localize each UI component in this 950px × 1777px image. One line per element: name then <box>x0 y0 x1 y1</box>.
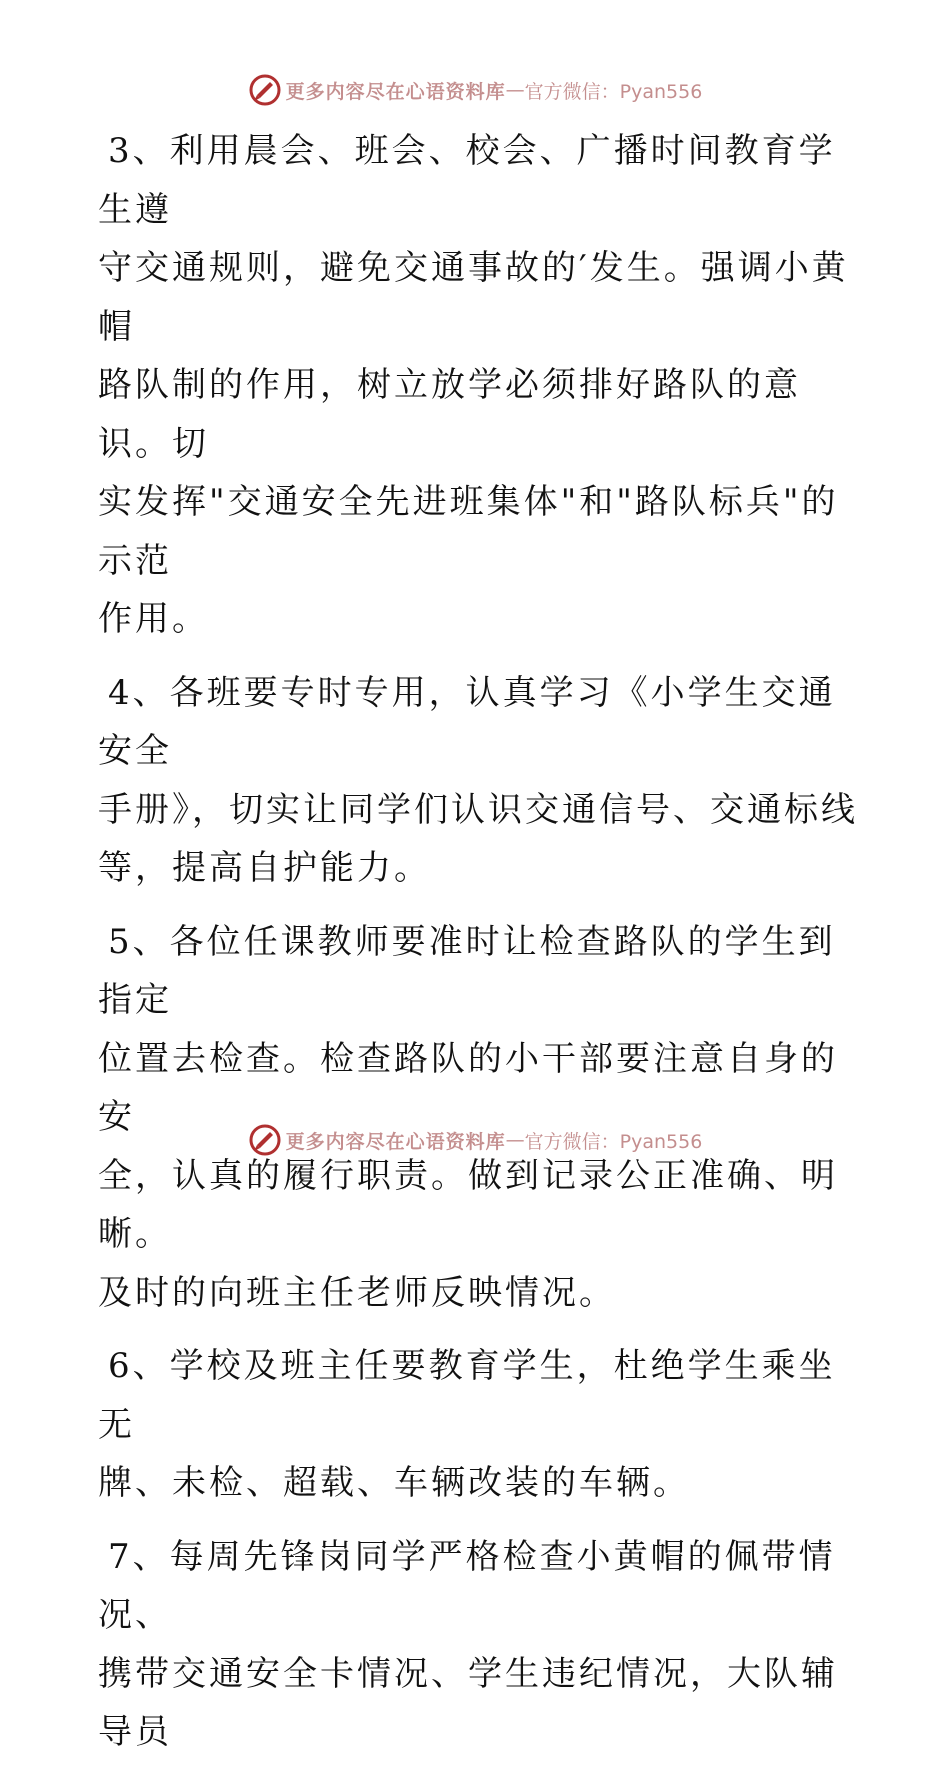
paragraph <box>98 122 858 649</box>
text-line: 及时的向班主任老师反映情况。 <box>98 1272 616 1313</box>
text-line: 全，认真的履行职责。做到记录公正准确、明晰。 <box>98 1155 838 1254</box>
header-wechat: 官方微信：Pyan556 <box>524 80 703 103</box>
text-line: 作用。 <box>98 599 209 639</box>
footer-watermark <box>0 1120 950 1160</box>
text-line: 7、每周先锋岗同学严格检查小黄帽的佩带情况、 <box>98 1536 836 1635</box>
text-line: 手册》，切实让同学们认识交通信号、交通标线 <box>98 789 858 830</box>
text-line: 牌、未检、超载、车辆改装的车辆。 <box>98 1463 690 1503</box>
text-line: 3、利用晨会、班会、校会、广播时间教育学生遵 <box>98 131 836 230</box>
text-line: 实发挥"交通安全先进班集体"和"路队标兵"的示范 <box>98 482 839 581</box>
paragraph <box>98 1337 858 1513</box>
footer-separator: — <box>505 1129 525 1151</box>
header-watermark <box>0 70 950 110</box>
text-line: 4、各班要专时专用，认真学习《小学生交通安全 <box>98 672 836 771</box>
logo-icon <box>248 73 282 107</box>
header-text: 更多内容尽在心语资料库 <box>285 80 506 103</box>
paragraph <box>98 664 858 898</box>
text-line: 6、学校及班主任要教育学生，杜绝学生乘坐无 <box>98 1346 836 1445</box>
paragraph <box>98 913 858 1323</box>
text-line: 5、各位任课教师要准时让检查路队的学生到指定 <box>98 921 836 1020</box>
text-line: 守交通规则，避免交通事故的′发生。强调小黄帽 <box>98 248 849 347</box>
footer-wechat: 官方微信：Pyan556 <box>524 1130 703 1153</box>
header-separator: — <box>505 79 525 101</box>
text-line: 位置去检查。检查路队的小干部要注意自身的安 <box>98 1038 838 1137</box>
paragraph <box>98 1528 858 1762</box>
footer-text: 更多内容尽在心语资料库 <box>285 1130 506 1153</box>
document-body <box>98 122 858 1777</box>
text-line: 等，提高自护能力。 <box>98 848 431 888</box>
logo-icon <box>248 1123 282 1157</box>
text-line: 路队制的作用，树立放学必须排好路队的意识。切 <box>98 365 801 464</box>
text-line: 携带交通安全卡情况、学生违纪情况，大队辅导员 <box>98 1653 838 1752</box>
